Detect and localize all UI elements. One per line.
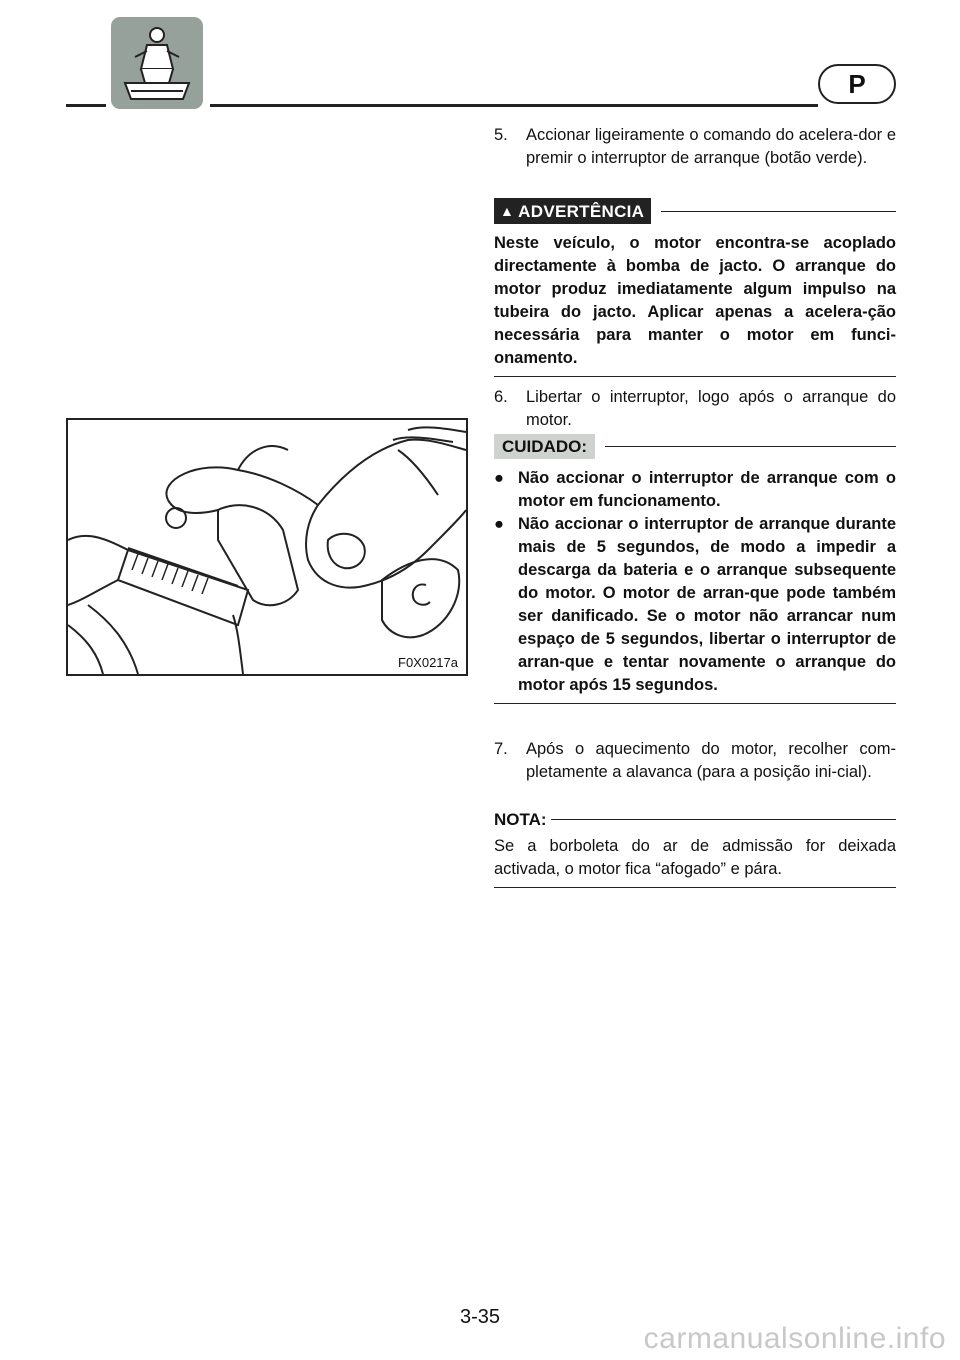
- note-header-rule: [551, 819, 896, 820]
- step-6: [494, 386, 896, 432]
- page-number: 3-35: [459, 1306, 501, 1328]
- watermark: carmanualsonline.info: [643, 1322, 946, 1355]
- caution-bottom-rule: [494, 703, 896, 704]
- step-5: [494, 124, 896, 170]
- caution-bullet-text: Não accionar o interruptor de arranque com o motor em funcionamento.: [518, 469, 896, 510]
- warning-header-rule: [661, 211, 896, 212]
- caution-label: CUIDADO:: [494, 434, 595, 459]
- warning-label-text: ADVERTÊNCIA: [518, 202, 645, 221]
- header-rule-right: [210, 104, 818, 107]
- note-bottom-rule: [494, 887, 896, 888]
- warning-triangle-icon: ▲: [500, 203, 515, 219]
- caution-header-rule: [605, 446, 896, 447]
- warning-text: Neste veículo, o motor encontra-se acoplado directamente à bomba de jacto. O arranque do motor produz imediatamente algum impulso na tubeira do jacto. Aplicar apenas a acelera-ção necessária para manter o motor em funci-onamento.: [494, 234, 896, 367]
- step-number: 6.: [494, 388, 508, 406]
- caution-bullet: [494, 467, 896, 513]
- step-text: Libertar o interruptor, logo após o arranque do motor.: [526, 388, 896, 429]
- bullet-dot-icon: ●: [494, 469, 504, 487]
- step-7: [494, 738, 896, 784]
- warning-block: [494, 198, 896, 377]
- caution-bullet-text: Não accionar o interruptor de arranque durante mais de 5 segundos, de modo a impedir a descarga da bateria e o arranque subsequente do motor. O motor de arran-que pode também ser danificado. Se o motor não arrancar num espaço de 5 segundos, libertar o interruptor de arran-que e tentar novamente o arranque do motor após 15 segundos.: [518, 515, 896, 694]
- figure-illustration: [66, 418, 468, 676]
- caution-block: [494, 434, 896, 704]
- step-number: 5.: [494, 126, 508, 144]
- bullet-dot-icon: ●: [494, 515, 504, 533]
- step-text: Accionar ligeiramente o comando do acelera-dor e premir o interruptor de arranque (botão verde).: [526, 126, 896, 167]
- language-badge: P: [818, 64, 896, 104]
- note-label: NOTA:: [494, 810, 547, 829]
- caution-bullet: [494, 513, 896, 697]
- warning-label: [494, 198, 651, 224]
- warning-bottom-rule: [494, 376, 896, 377]
- header-rule-left: [66, 104, 106, 107]
- note-block: [494, 808, 896, 888]
- hand-pressing-start-switch-illustration: [68, 420, 466, 674]
- step-number: 7.: [494, 740, 508, 758]
- step-text: Após o aquecimento do motor, recolher com-pletamente a alavanca (para a posição ini-cial).: [526, 740, 896, 781]
- figure-code: F0X0217a: [398, 655, 458, 670]
- jet-ski-rider-icon: [111, 17, 203, 109]
- note-text: Se a borboleta do ar de admissão for deixada activada, o motor fica “afogado” e pára.: [494, 837, 896, 878]
